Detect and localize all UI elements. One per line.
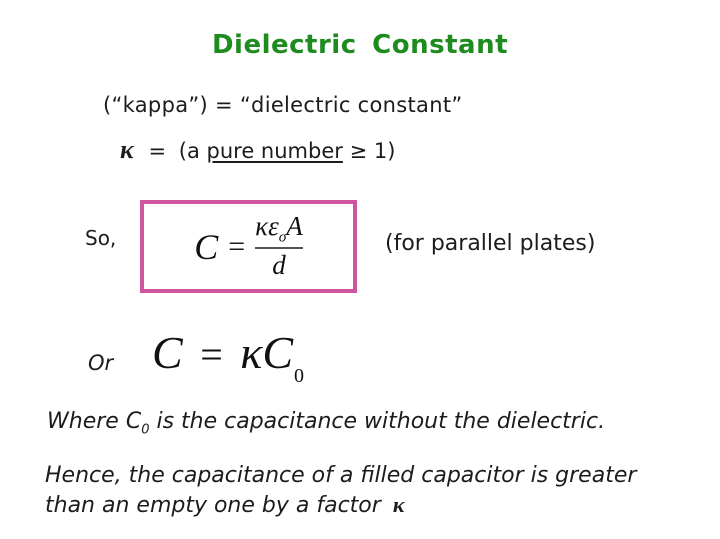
C-naught: C bbox=[125, 409, 142, 434]
fraction bbox=[255, 212, 303, 282]
where-post: is the capacitance without the dielectric. bbox=[149, 409, 606, 434]
or-label: Or bbox=[88, 351, 114, 375]
hence-line-2 bbox=[45, 490, 636, 520]
pure-number-underlined: pure number bbox=[206, 139, 343, 163]
epsilon-subscript-o: o bbox=[278, 228, 287, 245]
equals-sign: = bbox=[148, 139, 167, 163]
C-naught: C bbox=[262, 327, 294, 378]
slide-title: Dielectric Constant bbox=[211, 30, 509, 60]
subscript-zero: 0 bbox=[294, 365, 305, 387]
area-A: A bbox=[286, 210, 303, 241]
kappa-definition-line: (“kappa”) = “dielectric constant” bbox=[103, 93, 463, 117]
kappa-epsilon: κε bbox=[255, 210, 279, 241]
parallel-plates-note: (for parallel plates) bbox=[385, 231, 596, 256]
fraction-denominator: d bbox=[272, 250, 286, 281]
fraction-numerator bbox=[255, 212, 303, 246]
where-explanation-line bbox=[47, 409, 605, 437]
kappa-symbol: κ bbox=[392, 492, 405, 517]
hence-explanation-block bbox=[45, 461, 636, 520]
kappa-line-pre: (a bbox=[178, 139, 207, 163]
where-pre: Where bbox=[47, 409, 126, 434]
formula-lhs-C: C bbox=[152, 327, 183, 378]
equals-sign: = bbox=[200, 332, 223, 377]
kappa-equation-line bbox=[120, 135, 395, 165]
hence-line-2-text: than an empty one by a factor bbox=[45, 493, 381, 518]
so-label: So, bbox=[85, 226, 117, 250]
kappa-line-post: ≥ 1) bbox=[342, 139, 396, 163]
subscript-zero: 0 bbox=[141, 422, 150, 438]
kappa-symbol: κ bbox=[240, 327, 263, 378]
boxed-capacitance-formula bbox=[140, 200, 357, 293]
kappa-symbol: κ bbox=[120, 135, 134, 164]
formula-lhs-C: C bbox=[194, 226, 219, 267]
hence-line-1: Hence, the capacitance of a filled capacitor is greater bbox=[45, 463, 637, 488]
or-capacitance-formula bbox=[152, 327, 305, 387]
equals-sign: = bbox=[228, 229, 246, 263]
fraction-bar bbox=[255, 247, 303, 249]
